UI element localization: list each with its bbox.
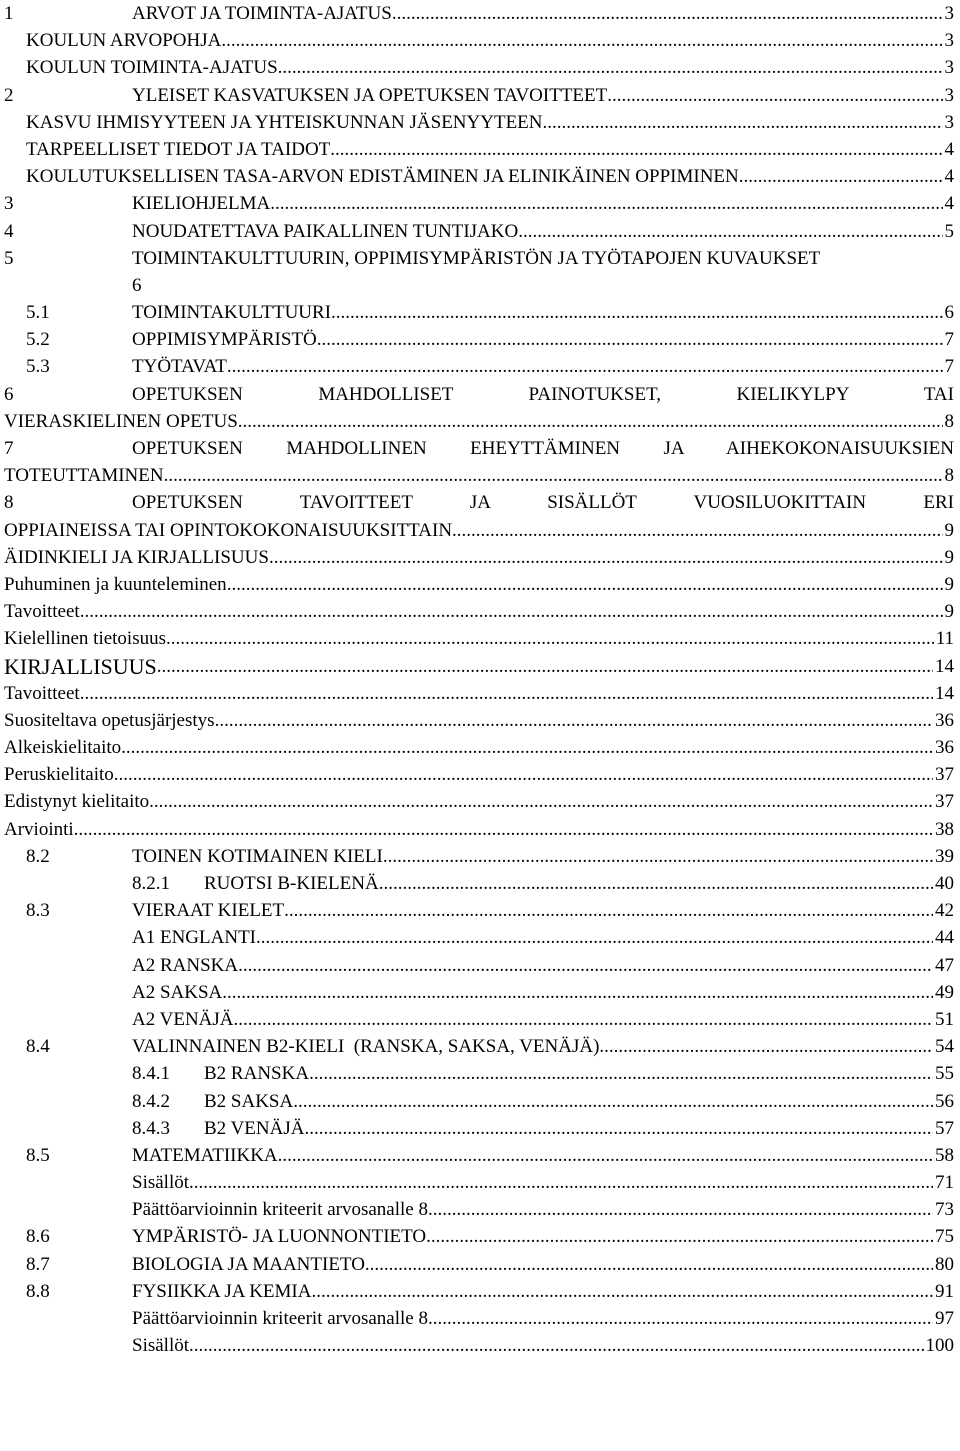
toc-page: 71 <box>935 1172 954 1194</box>
leader-dots <box>365 1251 933 1278</box>
toc-number: 8 <box>4 492 14 514</box>
toc-page: 57 <box>935 1117 954 1139</box>
leader-dots <box>428 1305 933 1332</box>
toc-title: VIERAAT KIELET <box>132 900 285 922</box>
leader-dots <box>149 788 933 815</box>
toc-page: 4 <box>944 193 954 215</box>
toc-entry[interactable] <box>0 1169 960 1196</box>
toc-page: 7 <box>944 329 954 351</box>
toc-title: ÄIDINKIELI JA KIRJALLISUUS <box>4 546 269 568</box>
leader-dots <box>80 598 943 625</box>
toc-entry[interactable] <box>0 707 960 734</box>
toc-entry[interactable] <box>0 163 960 190</box>
toc-entry[interactable] <box>0 734 960 761</box>
toc-page: 8 <box>944 465 954 487</box>
leader-dots <box>222 979 933 1006</box>
leader-dots <box>452 517 942 544</box>
toc-number: 8.2.1 <box>132 873 170 894</box>
toc-title: YMPÄRISTÖ- JA LUONNONTIETO <box>132 1226 427 1248</box>
toc-page: 7 <box>944 356 954 378</box>
toc-title-line1: OPETUKSEN TAVOITTEET JA SISÄLLÖT VUOSILUOKITTAIN ERI <box>132 492 954 514</box>
toc-title: Suositeltava opetusjärjestys <box>4 709 215 731</box>
toc-entry[interactable] <box>0 1060 960 1087</box>
toc-page: 3 <box>944 30 954 52</box>
toc-entry[interactable] <box>0 109 960 136</box>
toc-title: TOIMINTAKULTTUURI <box>132 302 332 324</box>
toc-number: 8.7 <box>26 1253 50 1275</box>
toc-title: TYÖTAVAT <box>132 356 227 378</box>
toc-title: B2 SAKSA <box>204 1090 294 1112</box>
toc-entry[interactable] <box>0 435 960 489</box>
leader-dots <box>80 680 933 707</box>
toc-entry[interactable] <box>0 1251 960 1278</box>
leader-dots <box>317 326 943 353</box>
toc-title: TOINEN KOTIMAINEN KIELI <box>132 845 383 867</box>
toc-page: 11 <box>935 628 954 650</box>
toc-entry[interactable] <box>0 952 960 979</box>
toc-title: KOULUN TOIMINTA-AJATUS <box>26 57 278 79</box>
leader-dots <box>189 1169 933 1196</box>
toc-entry[interactable] <box>0 1115 960 1142</box>
leader-dots <box>293 1088 933 1115</box>
toc-page: 73 <box>935 1199 954 1221</box>
leader-dots <box>189 1332 923 1359</box>
leader-dots <box>238 952 933 979</box>
toc-title: TOIMINTAKULTTUURIN, OPPIMISYMPÄRISTÖN JA TYÖTAPOJEN KUVAUKSET <box>132 247 821 269</box>
toc-number: 1 <box>4 3 14 24</box>
toc-title: Sisällöt <box>132 1335 190 1357</box>
toc-entry[interactable] <box>0 1006 960 1033</box>
toc-entry[interactable] <box>0 381 960 435</box>
toc-entry[interactable] <box>0 82 960 109</box>
toc-number: 4 <box>4 220 14 242</box>
toc-page: 9 <box>944 601 954 623</box>
toc-title: KOULUTUKSELLISEN TASA-ARVON EDISTÄMINEN JA ELINIKÄINEN OPPIMINEN <box>26 166 739 188</box>
toc-entry[interactable] <box>0 353 960 380</box>
toc-number: 5.1 <box>26 302 50 324</box>
toc-entry[interactable] <box>0 1223 960 1250</box>
toc-number: 7 <box>4 438 14 459</box>
toc-page: 36 <box>935 709 954 731</box>
toc-entry[interactable] <box>0 299 960 326</box>
toc-page: 80 <box>935 1253 954 1275</box>
toc-title: Tavoitteet <box>4 601 80 623</box>
toc-entry[interactable] <box>0 1142 960 1169</box>
toc-page: 3 <box>944 57 954 79</box>
toc-title: BIOLOGIA JA MAANTIETO <box>132 1253 365 1275</box>
toc-page: 14 <box>935 682 954 704</box>
toc-entry[interactable] <box>0 625 960 652</box>
leader-dots <box>227 571 943 598</box>
toc-page: 36 <box>935 737 954 759</box>
toc-page: 9 <box>944 519 954 541</box>
toc-title: FYSIIKKA JA KEMIA <box>132 1280 312 1302</box>
toc-entry[interactable] <box>0 544 960 571</box>
toc-page: 44 <box>935 927 954 949</box>
leader-dots <box>74 816 933 843</box>
toc-page: 9 <box>944 573 954 595</box>
toc-page: 55 <box>935 1063 954 1085</box>
toc-number: 8.4 <box>26 1036 50 1058</box>
toc-title-line1: OPETUKSEN MAHDOLLISET PAINOTUKSET, KIELIKYLPY TAI <box>132 383 954 405</box>
toc-title: B2 VENÄJÄ <box>204 1117 305 1139</box>
toc-page: 40 <box>935 873 954 894</box>
toc-title: Kielellinen tietoisuus <box>4 628 167 650</box>
toc-title: Peruskielitaito <box>4 764 114 786</box>
leader-dots <box>238 408 943 435</box>
leader-dots <box>284 897 933 924</box>
toc-number: 8.4.1 <box>132 1063 170 1085</box>
toc-title: VALINNAINEN B2-KIELI (RANSKA, SAKSA, VENÄJÄ) <box>132 1036 600 1058</box>
leader-dots <box>215 707 933 734</box>
toc-page: 54 <box>935 1036 954 1058</box>
leader-dots <box>121 734 933 761</box>
leader-dots <box>278 1142 933 1169</box>
toc-title: YLEISET KASVATUKSEN JA OPETUKSEN TAVOITTEET <box>132 84 608 106</box>
toc-number: 3 <box>4 193 14 215</box>
leader-dots <box>599 1033 933 1060</box>
toc-page: 47 <box>935 954 954 976</box>
toc-number: 8.4.3 <box>132 1117 170 1139</box>
toc-entry[interactable] <box>0 979 960 1006</box>
toc-title-line2: VIERASKIELINEN OPETUS <box>4 410 238 432</box>
toc-number: 8.5 <box>26 1144 50 1166</box>
toc-title: KASVU IHMISYYTEEN JA YHTEISKUNNAN JÄSENYYTEEN <box>26 111 543 133</box>
toc-page: 9 <box>944 546 954 568</box>
leader-dots <box>270 190 942 217</box>
leader-dots <box>392 0 943 27</box>
toc-title: ARVOT JA TOIMINTA-AJATUS <box>132 3 392 24</box>
leader-dots <box>114 761 933 788</box>
leader-dots <box>221 27 942 54</box>
toc-page: 5 <box>944 220 954 242</box>
toc-page: 4 <box>944 166 954 188</box>
toc-title: MATEMATIIKKA <box>132 1144 278 1166</box>
toc-page: 37 <box>935 791 954 813</box>
toc-title-line2: TOTEUTTAMINEN <box>4 465 164 487</box>
leader-dots <box>607 82 942 109</box>
toc-entry[interactable] <box>0 27 960 54</box>
toc-title: KOULUN ARVOPOHJA <box>26 30 222 52</box>
toc-number: 5 <box>4 247 14 269</box>
toc-title: Päättöarvioinnin kriteerit arvosanalle 8 <box>132 1199 428 1221</box>
leader-dots <box>309 1060 933 1087</box>
toc-page: 38 <box>935 818 954 840</box>
toc-page: 14 <box>935 655 954 677</box>
toc-entry[interactable] <box>0 1278 960 1305</box>
toc-entry[interactable] <box>0 680 960 707</box>
toc-page: 8 <box>944 410 954 432</box>
toc-page: 97 <box>935 1308 954 1329</box>
toc-page: 75 <box>935 1226 954 1248</box>
toc-title-line1: OPETUKSEN MAHDOLLINEN EHEYTTÄMINEN JA AIHEKOKONAISUUKSIEN <box>132 438 954 459</box>
toc-title: B2 RANSKA <box>204 1063 310 1085</box>
toc-title: A2 RANSKA <box>132 954 239 976</box>
toc-entry[interactable] <box>0 1305 960 1332</box>
leader-dots <box>331 299 942 326</box>
toc-entry[interactable] <box>0 870 960 897</box>
toc-entry[interactable] <box>0 218 960 245</box>
toc-title: Edistynyt kielitaito <box>4 791 150 813</box>
toc-title: RUOTSI B-KIELENÄ <box>204 873 379 894</box>
leader-dots <box>227 353 943 380</box>
toc-entry[interactable] <box>0 1196 960 1223</box>
toc-title: Alkeiskielitaito <box>4 737 122 759</box>
toc-title: A1 ENGLANTI <box>132 927 257 949</box>
toc-entry[interactable] <box>0 761 960 788</box>
leader-dots <box>269 544 943 571</box>
toc-entry[interactable] <box>0 245 960 299</box>
toc-title: TARPEELLISET TIEDOT JA TAIDOT <box>26 138 331 160</box>
toc-entry[interactable] <box>0 1332 960 1359</box>
toc-page: 3 <box>944 3 954 24</box>
toc-page: 51 <box>935 1008 954 1030</box>
toc-number: 6 <box>4 383 14 405</box>
toc-title: Arviointi <box>4 818 74 840</box>
toc-number: 8.8 <box>26 1280 50 1302</box>
leader-dots <box>518 218 942 245</box>
toc-page: 3 <box>944 111 954 133</box>
toc-entry[interactable] <box>0 326 960 353</box>
leader-dots <box>278 54 943 81</box>
toc-title: KIELIOHJELMA <box>132 193 271 215</box>
leader-dots <box>311 1278 933 1305</box>
toc-entry[interactable] <box>0 571 960 598</box>
toc-title: A2 VENÄJÄ <box>132 1008 234 1030</box>
toc-number: 8.4.2 <box>132 1090 170 1112</box>
toc-page: 4 <box>944 138 954 160</box>
leader-dots <box>428 1196 933 1223</box>
toc-entry[interactable] <box>0 924 960 951</box>
toc-entry[interactable] <box>0 54 960 81</box>
toc-number: 5.3 <box>26 356 50 378</box>
toc-page: 3 <box>944 84 954 106</box>
leader-dots <box>234 1006 933 1033</box>
leader-dots <box>330 136 942 163</box>
leader-dots <box>739 163 943 190</box>
toc-title: A2 SAKSA <box>132 981 223 1003</box>
toc-number: 5.2 <box>26 329 50 351</box>
toc-entry[interactable] <box>0 598 960 625</box>
toc-page: 37 <box>935 764 954 786</box>
toc-title: OPPIMISYMPÄRISTÖ <box>132 329 317 351</box>
toc-entry[interactable] <box>0 1033 960 1060</box>
leader-dots <box>426 1223 933 1250</box>
toc-entry[interactable] <box>0 1088 960 1115</box>
toc-entry[interactable] <box>0 897 960 924</box>
toc-number: 2 <box>4 84 14 106</box>
toc-entry[interactable] <box>0 788 960 815</box>
toc-page: 58 <box>935 1144 954 1166</box>
toc-page: 100 <box>925 1335 954 1357</box>
toc-page: 6 <box>132 274 142 296</box>
leader-dots <box>164 462 943 489</box>
toc-number: 8.2 <box>26 845 50 867</box>
leader-dots <box>157 653 933 680</box>
toc-entry[interactable] <box>0 489 960 543</box>
toc-entry[interactable] <box>0 0 960 27</box>
toc-entry[interactable] <box>0 653 960 680</box>
toc-title: KIRJALLISUUS <box>4 653 157 679</box>
leader-dots <box>383 843 933 870</box>
toc-title: Sisällöt <box>132 1172 190 1194</box>
toc-page: 91 <box>935 1280 954 1302</box>
toc-title: Tavoitteet <box>4 682 80 704</box>
toc-page: 49 <box>935 981 954 1003</box>
toc-entry[interactable] <box>0 816 960 843</box>
toc-number: 8.3 <box>26 900 50 922</box>
leader-dots <box>304 1115 933 1142</box>
toc-number: 8.6 <box>26 1226 50 1248</box>
leader-dots <box>379 870 933 897</box>
toc-title: Päättöarvioinnin kriteerit arvosanalle 8 <box>132 1308 428 1329</box>
toc-page: 42 <box>935 900 954 922</box>
toc-entry[interactable] <box>0 136 960 163</box>
toc-page: 39 <box>935 845 954 867</box>
leader-dots <box>256 924 933 951</box>
toc-title: NOUDATETTAVA PAIKALLINEN TUNTIJAKO <box>132 220 519 242</box>
toc-entry[interactable] <box>0 843 960 870</box>
toc-title-line2: OPPIAINEISSA TAI OPINTOKOKONAISUUKSITTAIN <box>4 519 453 541</box>
toc-entry[interactable] <box>0 190 960 217</box>
toc-page: 6 <box>944 302 954 324</box>
toc-title: Puhuminen ja kuunteleminen <box>4 573 227 595</box>
leader-dots <box>166 625 934 652</box>
toc-page: 56 <box>935 1090 954 1112</box>
leader-dots <box>543 109 943 136</box>
